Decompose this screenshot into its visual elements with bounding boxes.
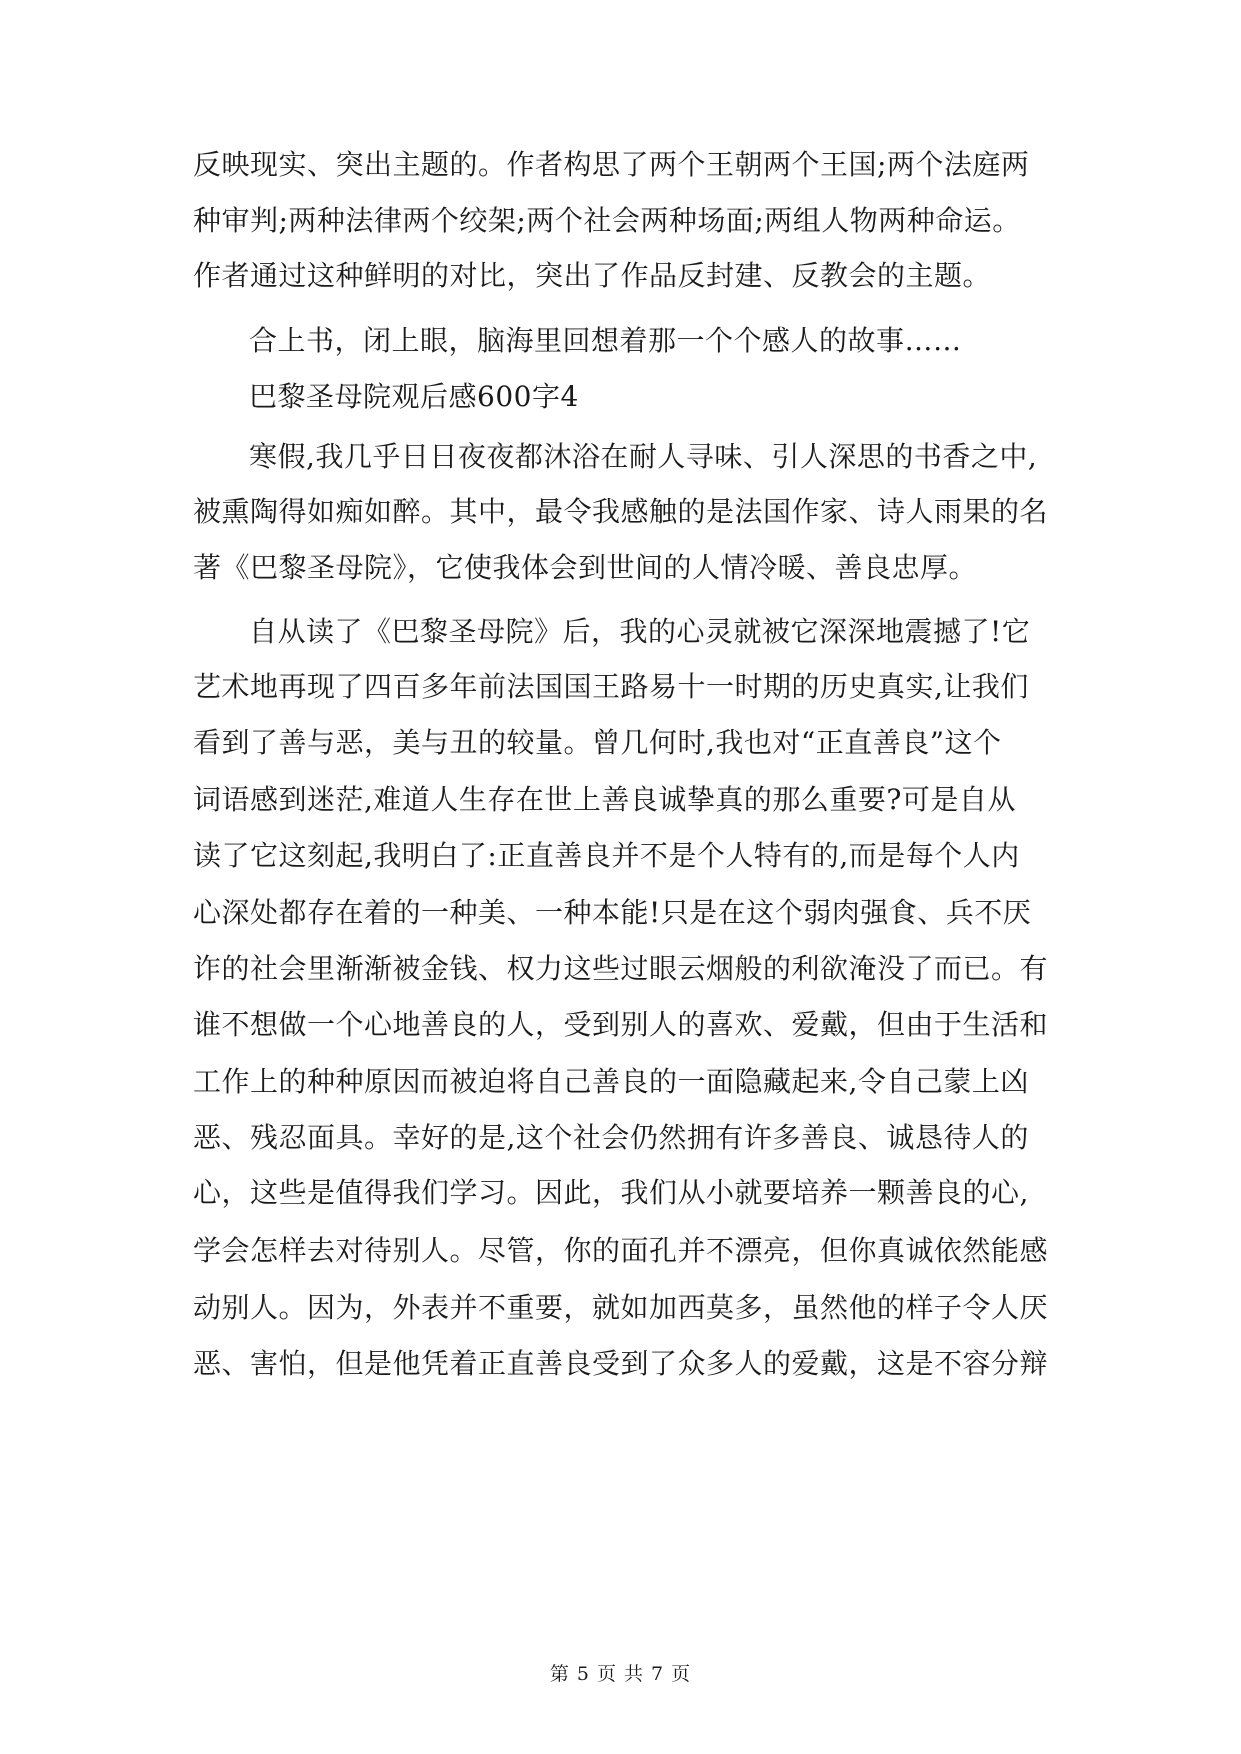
text-line: 被熏陶得如痴如醉。其中，最令我感触的是法国作家、诗人雨果的名	[193, 495, 1049, 528]
text-line: 艺术地再现了四百多年前法国国王路易十一时期的历史真实,让我们	[193, 670, 1029, 703]
text-line: 心深处都存在着的一种美、一种本能!只是在这个弱肉强食、兵不厌	[193, 896, 1032, 929]
text-line: 反映现实、突出主题的。作者构思了两个王朝两个王国;两个法庭两	[193, 148, 1030, 181]
text-line: 寒假,我几乎日日夜夜都沐浴在耐人寻味、引人深思的书香之中,	[249, 440, 1038, 473]
text-line: 恶、害怕，但是他凭着正直善良受到了众多人的爱戴，这是不容分辩	[193, 1347, 1049, 1380]
page-number-footer: 第 5 页 共 7 页	[549, 1663, 692, 1685]
text-line: 读了它这刻起,我明白了:正直善良并不是个人特有的,而是每个人内	[193, 839, 1020, 872]
text-line: 心，这些是值得我们学习。因此，我们从小就要培养一颗善良的心,	[193, 1176, 1029, 1209]
text-line: 著《巴黎圣母院》，它使我体会到世间的人情冷暖、善良忠厚。	[193, 551, 978, 584]
text-line: 诈的社会里渐渐被金钱、权力这些过眼云烟般的利欲淹没了而已。有	[193, 952, 1049, 985]
text-line: 自从读了《巴黎圣母院》后，我的心灵就被它深深地震撼了!它	[249, 615, 1031, 648]
section-heading: 巴黎圣母院观后感600字4	[249, 380, 579, 413]
text-line: 动别人。因为，外表并不重要，就如加西莫多，虽然他的样子令人厌	[193, 1291, 1049, 1324]
text-line: 词语感到迷茫,难道人生存在世上善良诚挚真的那么重要?可是自从	[193, 783, 1016, 816]
text-line: 看到了善与恶，美与丑的较量。曾几何时,我也对“正直善良”这个	[193, 726, 1002, 759]
text-line: 恶、残忍面具。幸好的是,这个社会仍然拥有许多善良、诚恳待人的	[193, 1121, 1029, 1154]
text-line: 工作上的种种原因而被迫将自己善良的一面隐藏起来,令自己蒙上凶	[193, 1065, 1029, 1098]
text-line: 学会怎样去对待别人。尽管，你的面孔并不漂亮，但你真诚依然能感	[193, 1234, 1049, 1267]
text-line: 合上书，闭上眼，脑海里回想着那一个个感人的故事……	[249, 324, 962, 357]
text-line: 作者通过这种鲜明的对比，突出了作品反封建、反教会的主题。	[193, 259, 992, 292]
text-line: 谁不想做一个心地善良的人，受到别人的喜欢、爱戴，但由于生活和	[193, 1008, 1049, 1041]
text-line: 种审判;两种法律两个绞架;两个社会两种场面;两组人物两种命运。	[193, 204, 1021, 237]
